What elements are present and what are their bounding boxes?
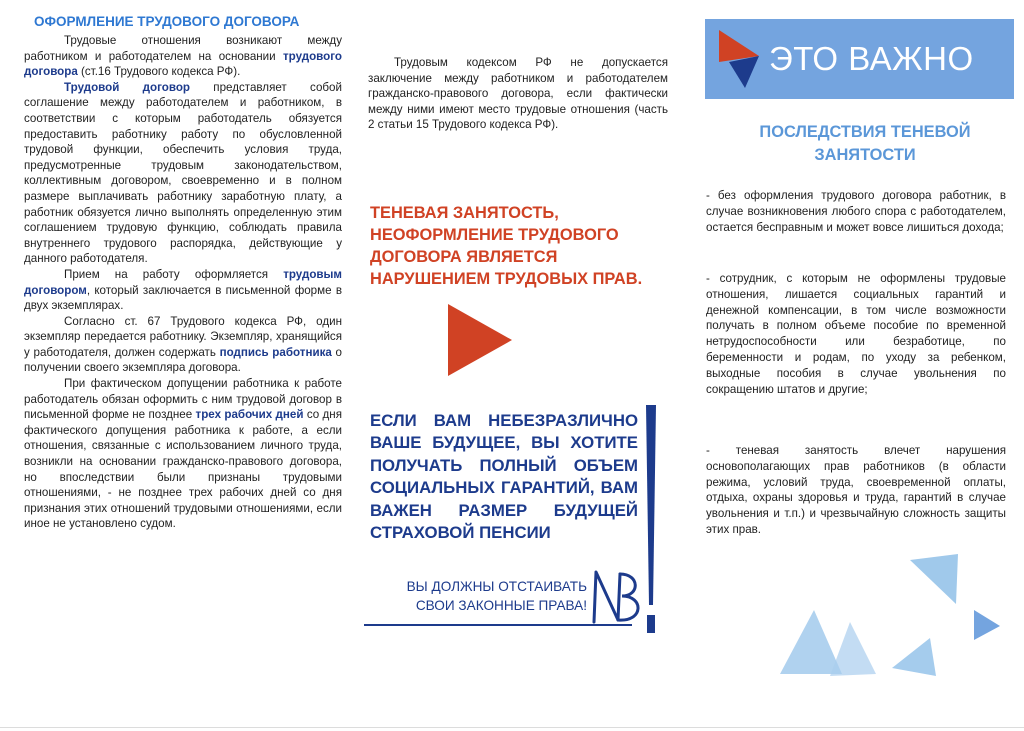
nb-logo-text: NB bbox=[588, 564, 590, 565]
paragraph-1: Трудовые отношения возникают между работником и работодателем на основании трудового договора (ст.16 Трудового кодекса РФ). bbox=[24, 34, 342, 79]
column-consequences bbox=[700, 0, 1012, 731]
play-triangle-icon bbox=[444, 300, 516, 385]
important-banner bbox=[705, 19, 1014, 99]
shadow-employment-warning: ТЕНЕВАЯ ЗАНЯТОСТЬ, НЕОФОРМЛЕНИЕ ТРУДОВОГО ДОГОВОРА ЯВЛЯЕТСЯ НАРУШЕНИЕМ ТРУДОВЫХ ПРАВ. bbox=[370, 204, 643, 288]
consequence-item: - сотрудник, с которым не оформлены трудовые отношения, лишается социальных гарантий и денежной компенсации, в том числе возможности получать в полном объеме пособие по временной нетрудоспособности или безработице, по беременности и родам, по уходу за ребенком, выходные пособия в случае увольнения по сокращению штатов и другие; bbox=[706, 272, 1006, 396]
labor-code-note: Трудовым кодексом РФ не допускается заключение между работником и работодателем гражданско-правового договора, если фактически между ними имеют место трудовые отношения (часть 2 статьи 15 Трудового кодекса РФ). bbox=[368, 56, 668, 132]
column-employment-contract bbox=[24, 0, 342, 731]
paragraph-2: Трудовой договор представляет собой соглашение между работодателем и работником, в соответствии с которым работодатель обязуется предоставить работнику работу по обусловленной трудовой функции, обеспечить условия труда, предусмотренные трудовым законодательством, коллективным договором, своевременно и в полном размере выплачивать работнику заработную плату, а работник обязуется лично выполнять определенную этим соглашением трудовую функцию, соблюдать правила внутреннего трудового распорядка, действующие у данного работодателя. bbox=[24, 80, 342, 266]
defend-rights-callout: ВЫ ДОЛЖНЫ ОТСТАИВАТЬ СВОИ ЗАКОННЫЕ ПРАВА! bbox=[406, 579, 587, 613]
column-shadow-employment bbox=[362, 0, 682, 731]
consequence-item: - теневая занятость влечет нарушения основополагающих прав работников (в области режима, условий труда, своевременной оплаты, отдыха, охраны здоровья и труда, гарантий в случае увольнения и т.п.) и чрезвычайную сложность защиты этих прав. bbox=[706, 444, 1006, 536]
paragraph-3: Прием на работу оформляется трудовым договором, который заключается в письменной форме в двух экземплярах. bbox=[24, 267, 342, 313]
consequence-item: - без оформления трудового договора работник, в случае возникновения любого спора с работодателем, остается бесправным и может вовсе лишиться дохода; bbox=[706, 189, 1006, 234]
paragraph-5: При фактическом допущении работника к работе работодатель обязан оформить с ним трудовой договор в письменной форме не позднее трех рабочих дней со дня фактического допущения работника к работе, а если отношения, связанные с использованием личного труда, возникли на основании гражданско-правового договора, но впоследствии были признаны трудовыми отношениями, - не позднее трех рабочих дней со дня признания этих отношений трудовыми отношениями, если иное не установлено судом. bbox=[24, 377, 342, 531]
exclamation-icon bbox=[644, 405, 658, 642]
triangles-logo-icon bbox=[713, 26, 765, 97]
future-callout: ЕСЛИ ВАМ НЕБЕЗРАЗЛИЧНО ВАШЕ БУДУЩЕЕ, ВЫ ХОТИТЕ ПОЛУЧАТЬ ПОЛНЫЙ ОБЪЕМ СОЦИАЛЬНЫХ ГАРАНТИЙ, ВАМ ВАЖЕН РАЗМЕР БУДУЩЕЙ СТРАХОВОЙ ПЕНСИИ bbox=[370, 411, 638, 543]
banner-title: ЭТО ВАЖНО bbox=[769, 40, 974, 77]
page-bottom-edge bbox=[0, 727, 1024, 728]
decorative-triangles-icon bbox=[780, 550, 1010, 685]
exclamation-text: ! bbox=[644, 405, 645, 406]
section-title: ОФОРМЛЕНИЕ ТРУДОВОГО ДОГОВОРА bbox=[34, 14, 300, 29]
nb-logo bbox=[588, 564, 648, 635]
paragraph-4: Согласно ст. 67 Трудового кодекса РФ, один экземпляр передается работнику. Экземпляр, хранящийся у работодателя, должен содержать подпись работника о получении своего экземпляра договора. bbox=[24, 314, 342, 375]
consequences-heading: ПОСЛЕДСТВИЯ ТЕНЕВОЙ ЗАНЯТОСТИ bbox=[759, 123, 971, 164]
